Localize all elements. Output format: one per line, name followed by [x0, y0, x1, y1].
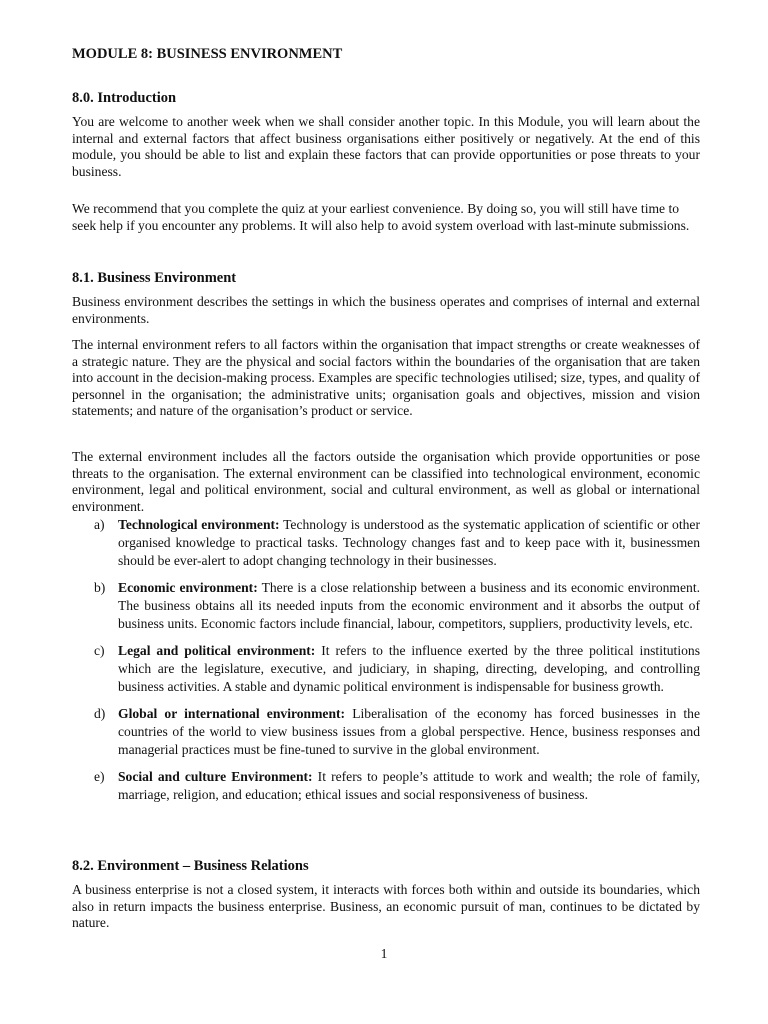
- list-item: [94, 705, 700, 759]
- list-item: [94, 516, 700, 570]
- business-environment-paragraph-3: The external environment includes all the factors outside the organisation which provide opportunities or pose threats to the organisation. The external environment can be classified into technological environment, economic environment, legal and political environment, social and cultural environment, as well as global or international environment.: [72, 449, 700, 514]
- business-environment-paragraph-1: Business environment describes the settings in which the business operates and comprises of internal and external environments.: [72, 294, 700, 326]
- list-item-text: Technology is understood as the systematic application of scientific or other organised knowledge to practical tasks. Technology changes fast and to keep pace with it, businessmen should be ever-alert to adopt changing technology in their businesses.: [118, 517, 700, 568]
- list-item-term: Legal and political environment:: [118, 643, 316, 658]
- section-heading-business-environment: 8.1. Business Environment: [72, 270, 237, 286]
- section-heading-environment-business-relations: 8.2. Environment – Business Relations: [72, 858, 309, 874]
- list-item-term: Technological environment:: [118, 517, 280, 532]
- list-item-text: It refers to people’s attitude to work and wealth; the role of family, marriage, religion, and education; ethical issues and social responsiveness of business.: [118, 769, 700, 802]
- list-marker: a): [94, 517, 105, 532]
- section-heading-introduction: 8.0. Introduction: [72, 90, 177, 106]
- list-marker: b): [94, 580, 106, 595]
- list-item-text: There is a close relationship between a business and its economic environment. The business obtains all its needed inputs from the economic environment and it absorbs the output of business units. Economic factors include financial, labour, competitors, suppliers, productivity levels, etc.: [118, 580, 701, 631]
- environment-types-list: [94, 516, 700, 813]
- list-item-term: Social and culture Environment:: [118, 769, 313, 784]
- relations-paragraph-1: A business enterprise is not a closed system, it interacts with forces both within and outside its boundaries, which also in return impacts the business enterprise. Business, an economic pursuit of man, continues to be dictated by nature.: [72, 882, 700, 930]
- list-marker: c): [94, 643, 105, 658]
- page-number: 1: [380, 946, 388, 961]
- list-marker: e): [94, 769, 105, 784]
- list-item-term: Economic environment:: [118, 580, 258, 595]
- list-item-text: It refers to the influence exerted by the three political institutions which are the legislature, executive, and judiciary, in shaping, directing, developing, and controlling business activities. A stable and dynamic political environment is indispensable for business growth.: [118, 643, 700, 694]
- business-environment-paragraph-2: The internal environment refers to all factors within the organisation that impact strengths or create weaknesses of a strategic nature. They are the physical and social factors within the boundaries of the organisation that are taken into account in the decision-making process. Examples are specific technologies utilised; size, types, and quality of personnel in the organisation; the administrative units; organisation goals and objectives, mission and vision statements; and nature of the organisation’s product or service.: [72, 337, 700, 418]
- list-item-text: Liberalisation of the economy has forced businesses in the countries of the world to view business issues from a global perspective. Hence, business responses and managerial practices must be fine-tuned to survive in the global environment.: [118, 706, 700, 757]
- list-item: [94, 579, 700, 633]
- intro-paragraph-2: We recommend that you complete the quiz at your earliest convenience. By doing so, you will still have time to seek help if you encounter any problems. It will also help to avoid system overload with last-minute submissions.: [72, 201, 690, 233]
- module-title: MODULE 8: BUSINESS ENVIRONMENT: [72, 46, 343, 62]
- list-item: [94, 642, 700, 696]
- list-item: [94, 768, 700, 804]
- list-item-term: Global or international environment:: [118, 706, 346, 721]
- list-marker: d): [94, 706, 106, 721]
- intro-paragraph-1: You are welcome to another week when we shall consider another topic. In this Module, you will learn about the internal and external factors that affect business organisations either positively or negatively. At the end of this module, you should be able to list and explain these factors that can provide opportunities or pose threats to your business.: [72, 114, 700, 179]
